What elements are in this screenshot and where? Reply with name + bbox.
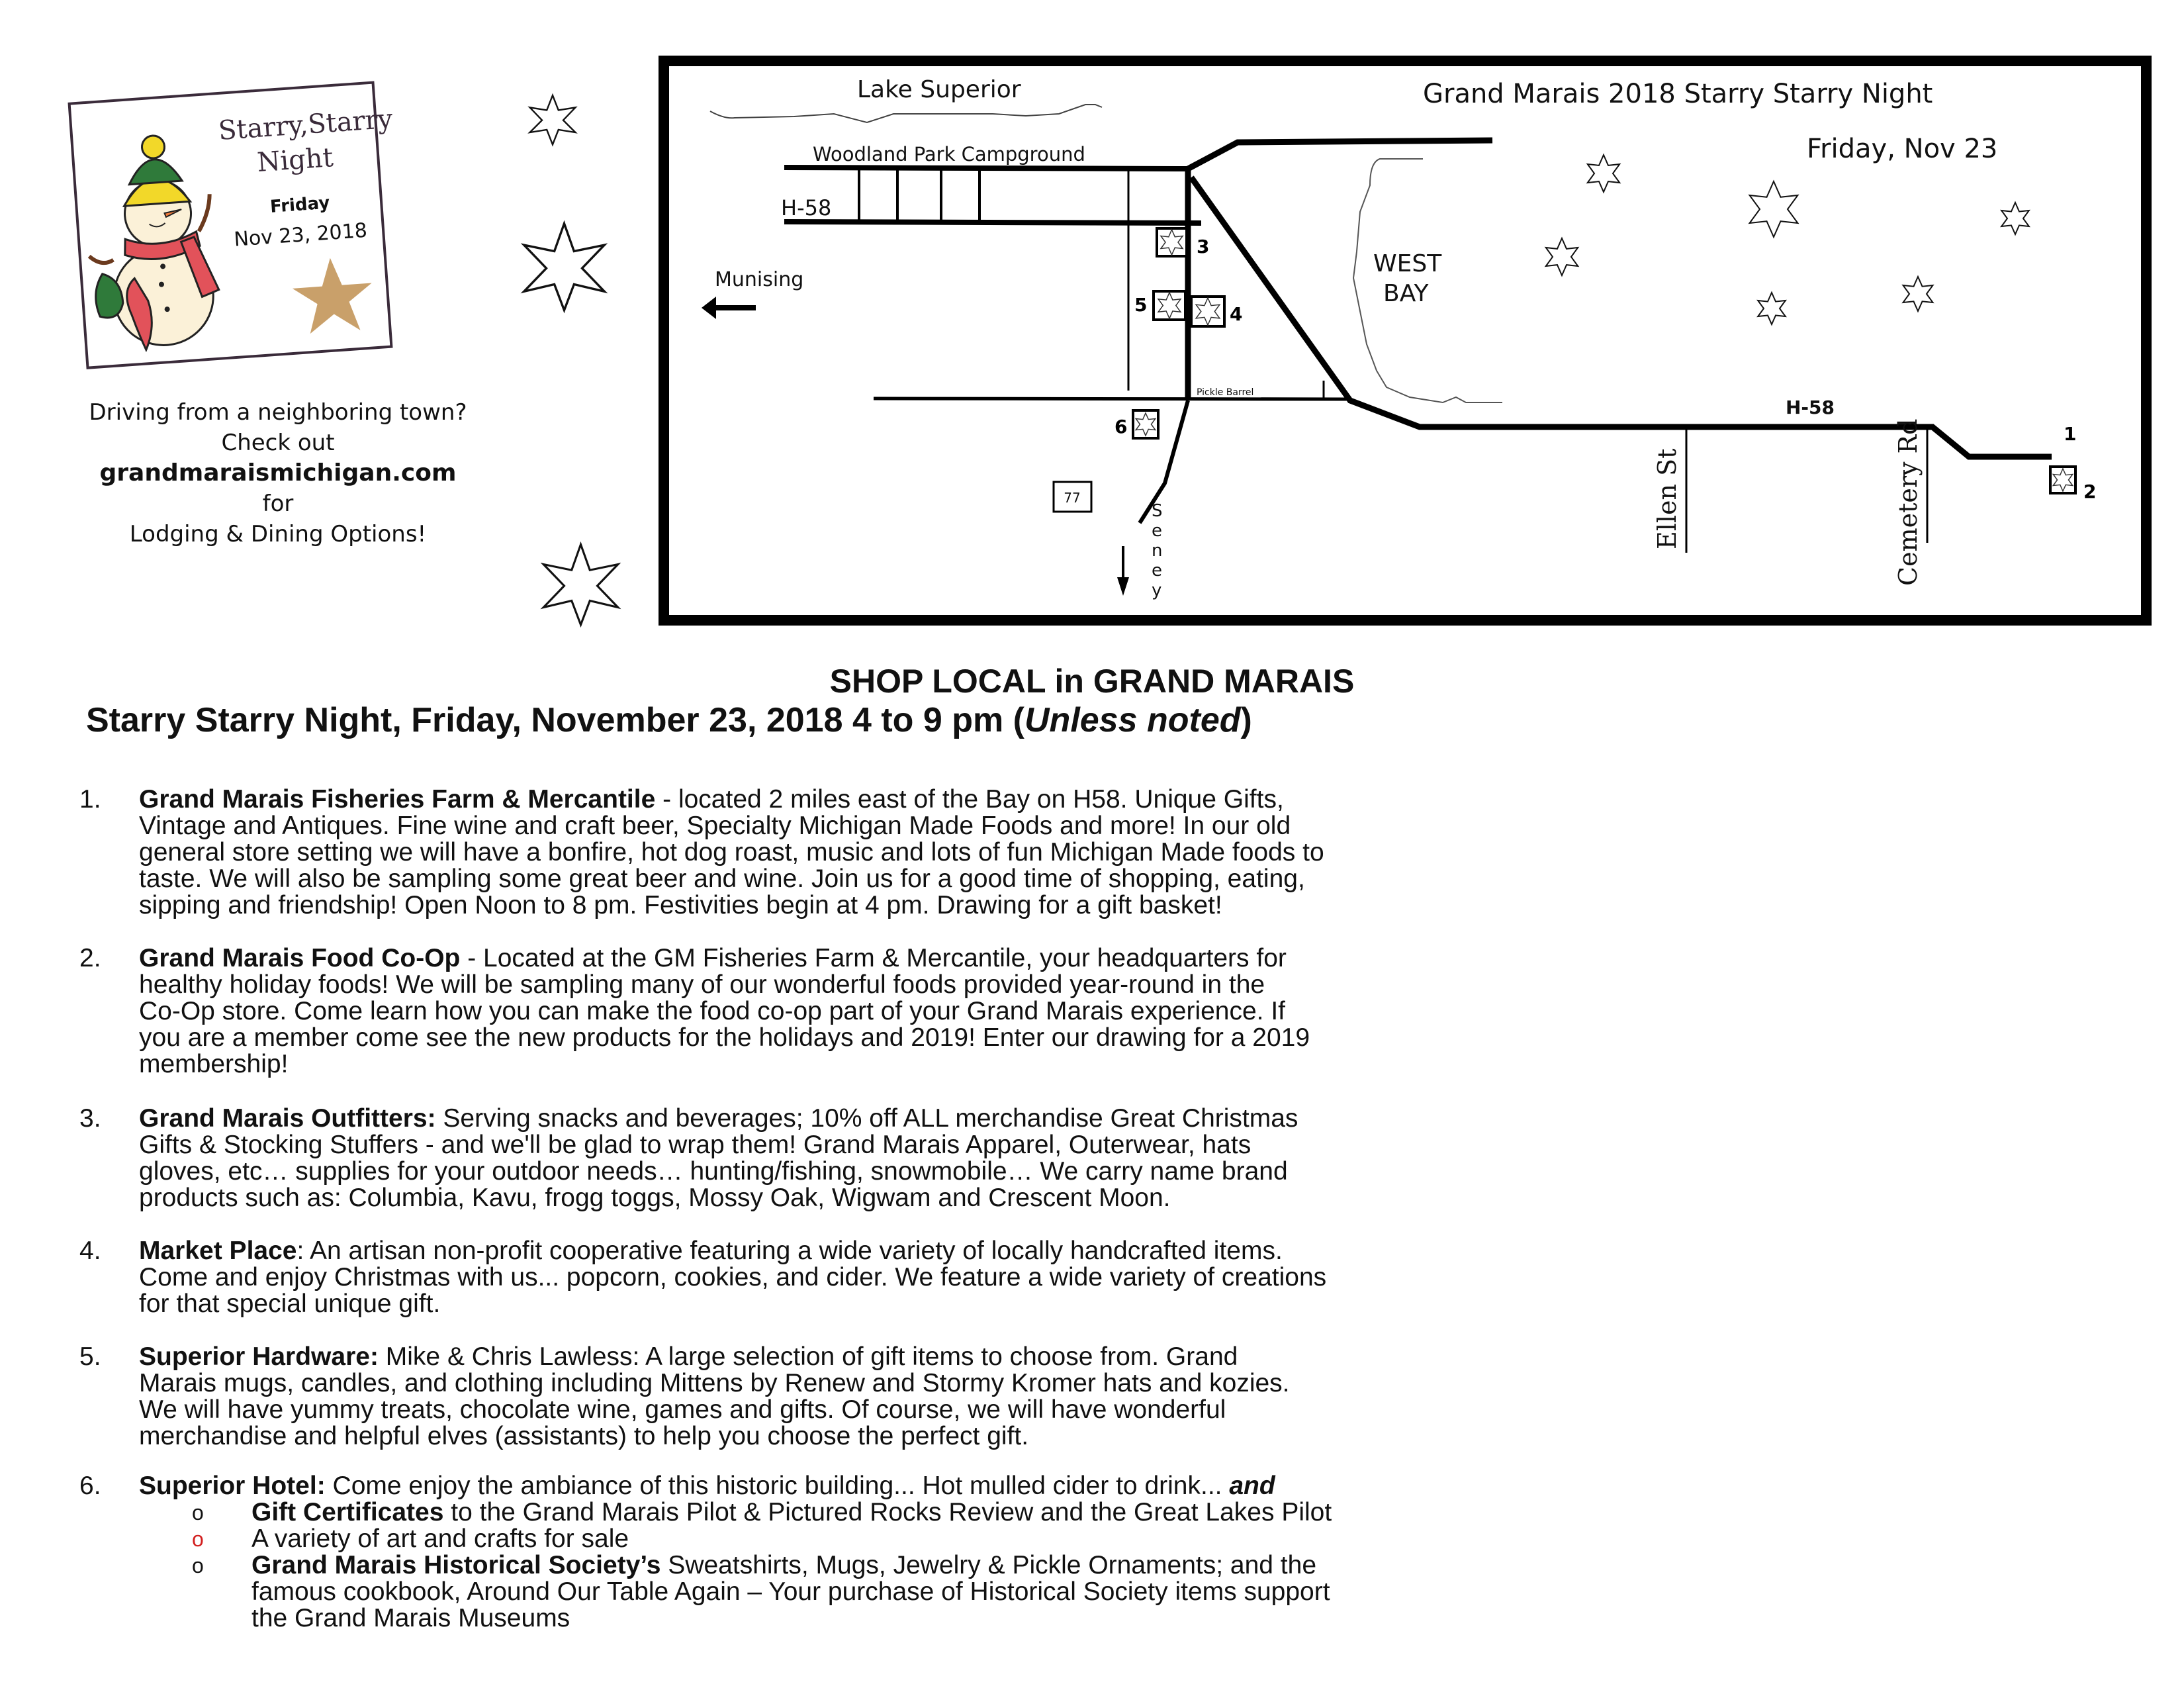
listing-text: healthy holiday foods! We will be sampling many of our wonderful foods provided year-round in the — [139, 970, 1265, 999]
sub-item-name: Gift Certificates — [251, 1498, 444, 1526]
sub-item-text: Sweatshirts, Mugs, Jewelry & Pickle Ornaments; and the — [660, 1551, 1317, 1579]
listing-text: gloves, etc… supplies for your outdoor needs… hunting/fishing, snowmobile… We carry name brand — [139, 1157, 1288, 1186]
bullet-circle-icon: o — [192, 1554, 204, 1577]
logo-day: Friday — [269, 193, 331, 217]
star-icon — [1546, 238, 1578, 275]
page-title: SHOP LOCAL in GRAND MARAIS — [829, 663, 1355, 700]
star-icon — [1750, 181, 1798, 237]
sub-item-text: A variety of art and crafts for sale — [251, 1524, 629, 1553]
shop-marker-5[interactable] — [1154, 291, 1185, 320]
listing-text: sipping and friendship! Open Noon to 8 pm. Festivities begin at 4 pm. Drawing for a gift basket! — [139, 891, 1222, 919]
bullet-circle-icon: o — [192, 1527, 204, 1551]
west-bay-label-2: BAY — [1383, 280, 1429, 307]
highway-h58-west-label: H-58 — [781, 195, 832, 220]
event-subtitle-main: Starry Starry Night, Friday, November 23, 2018 4 to 9 pm ( — [86, 701, 1024, 739]
star-icon — [1758, 293, 1786, 324]
lodging-note-line2: Check out — [221, 430, 335, 456]
listing-number: 6. — [79, 1472, 101, 1500]
listing-text: Gifts & Stocking Stuffers - and we'll be glad to wrap them! Grand Marais Apparel, Outerwear, hats — [139, 1131, 1251, 1159]
listing-item — [66, 786, 2158, 919]
sub-list — [66, 1499, 2158, 1632]
listing-text: general store setting we will have a bonfire, hot dog roast, music and lots of fun Michigan Made foods to — [139, 838, 1324, 867]
listing-name: Market Place — [139, 1237, 297, 1265]
listing-text: Come enjoy the ambiance of this historic building... Hot mulled cider to drink... — [325, 1472, 1230, 1500]
map-title: Grand Marais 2018 Starry Starry Night — [1423, 79, 1933, 109]
listing-number: 2. — [79, 944, 101, 972]
listing-text: Serving snacks and beverages; 10% off ALL merchandise Great Christmas — [435, 1104, 1298, 1133]
marker-number-2: 2 — [2083, 481, 2097, 502]
road-network — [784, 140, 2052, 553]
listing-text: Vintage and Antiques. Fine wine and craft beer, Specialty Michigan Made Foods and more! In our old — [139, 812, 1291, 840]
arrow-left-icon — [702, 297, 756, 319]
cemetery-rd-label: Cemetery Rd — [1893, 418, 1923, 586]
lodging-note-line3: for — [262, 491, 294, 517]
highway-h58-east-label: H-58 — [1786, 397, 1835, 418]
lodging-note-line1: Driving from a neighboring town? — [89, 399, 467, 426]
listing-text-emphasis: and — [1229, 1472, 1275, 1500]
listing-text: products such as: Columbia, Kavu, frogg toggs, Mossy Oak, Wigwam and Crescent Moon. — [139, 1184, 1171, 1212]
shop-marker-2[interactable] — [2050, 467, 2075, 493]
listing-text: We will have yummy treats, chocolate wine, games and gifts. Of course, we will have wonderful — [139, 1395, 1226, 1424]
pickle-barrel-label: Pickle Barrel — [1197, 387, 1254, 398]
marker-number-5: 5 — [1134, 294, 1148, 316]
sub-list-item-continuation — [66, 1579, 2158, 1605]
shop-marker-6[interactable] — [1133, 410, 1158, 438]
logo-date: Nov 23, 2018 — [233, 218, 368, 252]
sub-item-text: to the Grand Marais Pilot & Pictured Rocks Review and the Great Lakes Pilot — [443, 1498, 1332, 1526]
sub-list-item-continuation — [66, 1605, 2158, 1632]
listing-item — [66, 945, 2158, 1078]
listing-text: - Located at the GM Fisheries Farm & Mercantile, your headquarters for — [460, 944, 1287, 972]
sub-list-item — [66, 1552, 2158, 1579]
arrow-down-icon — [1117, 546, 1129, 596]
logo-title-line1: Starry,Starry — [217, 103, 394, 146]
listing-text: Co-Op store. Come learn how you can make the food co-op part of your Grand Marais experience. If — [139, 997, 1286, 1025]
svg-text:S: S — [1152, 501, 1163, 521]
west-bay-label-1: WEST — [1373, 250, 1442, 277]
sub-item-text: famous cookbook, Around Our Table Again – Your purchase of Historical Society items support — [251, 1577, 1330, 1606]
listing-number: 4. — [79, 1237, 101, 1265]
listing-name: Superior Hotel: — [139, 1472, 326, 1500]
listing-item — [66, 1238, 2158, 1317]
svg-text:y: y — [1152, 581, 1162, 600]
seney-label — [1152, 501, 1163, 600]
listing-text: Mike & Chris Lawless: A large selection of gift items to choose from. Grand — [378, 1342, 1238, 1371]
listing-item — [66, 1473, 2158, 1632]
event-subtitle-note: Unless noted — [1024, 701, 1241, 739]
shop-marker-4[interactable] — [1191, 297, 1224, 326]
sub-list-item — [66, 1526, 2158, 1552]
listing-name: Superior Hardware: — [139, 1342, 379, 1371]
sub-item-text: the Grand Marais Museums — [251, 1604, 570, 1632]
map-date: Friday, Nov 23 — [1807, 134, 1998, 164]
listing-number: 3. — [79, 1104, 101, 1133]
listing-number: 1. — [79, 785, 101, 814]
svg-text:e: e — [1152, 521, 1162, 541]
listing-item — [66, 1344, 2158, 1450]
shop-marker-3[interactable] — [1157, 228, 1187, 256]
lake-shoreline — [710, 105, 1102, 122]
event-subtitle-end: ) — [1240, 701, 1252, 739]
munising-label: Munising — [715, 268, 804, 291]
listing-item — [66, 1105, 2158, 1211]
listing-text: taste. We will also be sampling some great beer and wine. Join us for a good time of shopping, eating, — [139, 865, 1305, 893]
star-icon — [1903, 277, 1933, 311]
website-link[interactable]: grandmaraismichigan.com — [99, 459, 457, 487]
svg-text:n: n — [1152, 541, 1163, 561]
campground-label: Woodland Park Campground — [813, 143, 1085, 165]
marker-number-1: 1 — [2064, 423, 2077, 445]
listing-name: Grand Marais Fisheries Farm & Mercantile — [139, 785, 656, 814]
listing-name: Grand Marais Outfitters: — [139, 1104, 436, 1133]
lodging-note-line4: Lodging & Dining Options! — [129, 521, 427, 547]
listing-number: 5. — [79, 1342, 101, 1371]
marker-number-3: 3 — [1197, 236, 1210, 258]
event-map — [0, 0, 2184, 635]
marker-number-6: 6 — [1115, 416, 1128, 438]
star-icon — [1588, 155, 1619, 192]
listing-text: Come and enjoy Christmas with us... popcorn, cookies, and cider. We feature a wide variety of creations — [139, 1263, 1327, 1291]
listing-text: you are a member come see the new products for the holidays and 2019! Enter our drawing for a 2019 — [139, 1023, 1310, 1052]
route-77-label: 77 — [1064, 490, 1081, 506]
marker-number-4: 4 — [1230, 303, 1243, 325]
listing-text: - located 2 miles east of the Bay on H58. Unique Gifts, — [655, 785, 1284, 814]
lake-superior-label: Lake Superior — [857, 76, 1021, 103]
listing-text: membership! — [139, 1050, 289, 1078]
svg-text:e: e — [1152, 561, 1162, 581]
listing-name: Grand Marais Food Co-Op — [139, 944, 461, 972]
star-icon — [2001, 203, 2029, 234]
sub-list-item — [66, 1499, 2158, 1526]
listing-text: merchandise and helpful elves (assistants) to help you choose the perfect gift. — [139, 1422, 1029, 1450]
sub-item-name: Grand Marais Historical Society’s — [251, 1551, 661, 1579]
bullet-circle-icon: o — [192, 1501, 204, 1524]
listing-text: for that special unique gift. — [139, 1289, 441, 1318]
listing-text: : An artisan non-profit cooperative featuring a wide variety of locally handcrafted items. — [296, 1237, 1283, 1265]
event-subtitle — [86, 700, 1252, 740]
listing-text: Marais mugs, candles, and clothing including Mittens by Renew and Stormy Kromer hats and kozies. — [139, 1369, 1290, 1397]
ellen-st-label: Ellen St — [1653, 448, 1682, 549]
logo-title-line2: Night — [255, 142, 335, 179]
